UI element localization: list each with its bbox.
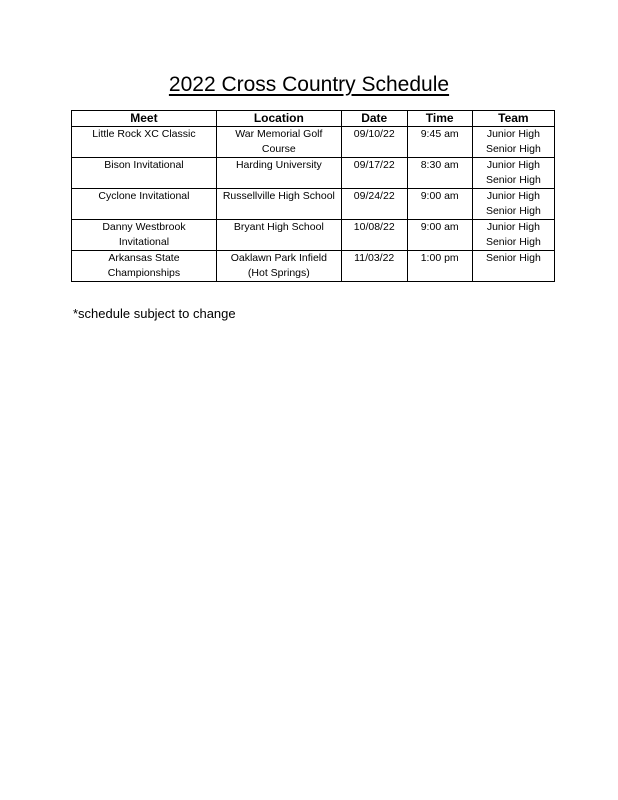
cell-meet: [72, 127, 217, 158]
cell-line: Senior High: [485, 236, 541, 248]
cell-line: Little Rock XC Classic: [92, 128, 196, 140]
cell-date: 09/10/22: [341, 127, 407, 158]
cell-meet: [72, 189, 217, 220]
header-time: Time: [407, 111, 472, 127]
cell-date: 09/24/22: [341, 189, 407, 220]
cell-line: Cyclone Invitational: [98, 190, 190, 202]
cell-date: 09/17/22: [341, 158, 407, 189]
cell-line: Junior High: [486, 128, 540, 140]
cell-date: 11/03/22: [341, 251, 407, 282]
cell-line: Senior High: [485, 174, 541, 186]
header-date: Date: [341, 111, 407, 127]
cell-line: War Memorial Golf: [235, 128, 323, 140]
cell-line: (Hot Springs): [247, 267, 310, 279]
cell-line: Senior High: [485, 205, 541, 217]
header-team: Team: [472, 111, 554, 127]
cell-time: 9:00 am: [407, 189, 472, 220]
cell-time: 9:45 am: [407, 127, 472, 158]
header-meet: Meet: [72, 111, 217, 127]
cell-line: Bison Invitational: [104, 159, 184, 171]
cell-line: Arkansas State: [108, 252, 180, 264]
cell-time: 9:00 am: [407, 220, 472, 251]
cell-line: Junior High: [486, 190, 540, 202]
header-location: Location: [216, 111, 341, 127]
cell-date: 10/08/22: [341, 220, 407, 251]
cell-line: Danny Westbrook: [102, 221, 186, 233]
table-row: [72, 189, 555, 220]
cell-line: Russellville High School: [222, 190, 335, 202]
table-header-row: [72, 111, 555, 127]
cell-team: [472, 189, 554, 220]
schedule-table: [71, 110, 555, 282]
cell-line: Oaklawn Park Infield: [230, 252, 327, 264]
cell-location: [216, 158, 341, 189]
table-row: [72, 127, 555, 158]
cell-meet: [72, 251, 217, 282]
cell-line: Senior High: [485, 143, 541, 155]
table-row: [72, 158, 555, 189]
cell-line: Course: [261, 143, 296, 155]
cell-line: Harding University: [235, 159, 322, 171]
cell-line: Championships: [107, 267, 181, 279]
cell-time: 1:00 pm: [407, 251, 472, 282]
schedule-note: *schedule subject to change: [73, 306, 236, 321]
cell-team: [472, 251, 554, 282]
cell-location: [216, 127, 341, 158]
cell-meet: [72, 158, 217, 189]
cell-location: [216, 220, 341, 251]
cell-team: [472, 220, 554, 251]
page-title: 2022 Cross Country Schedule: [168, 73, 450, 96]
cell-location: [216, 189, 341, 220]
table-row: [72, 251, 555, 282]
cell-line: Junior High: [486, 159, 540, 171]
cell-line: Senior High: [485, 252, 541, 264]
cell-team: [472, 127, 554, 158]
cell-line: Bryant High School: [233, 221, 324, 233]
cell-line: Junior High: [486, 221, 540, 233]
cell-time: 8:30 am: [407, 158, 472, 189]
cell-team: [472, 158, 554, 189]
cell-meet: [72, 220, 217, 251]
cell-location: [216, 251, 341, 282]
table-row: [72, 220, 555, 251]
cell-line: Invitational: [118, 236, 170, 248]
